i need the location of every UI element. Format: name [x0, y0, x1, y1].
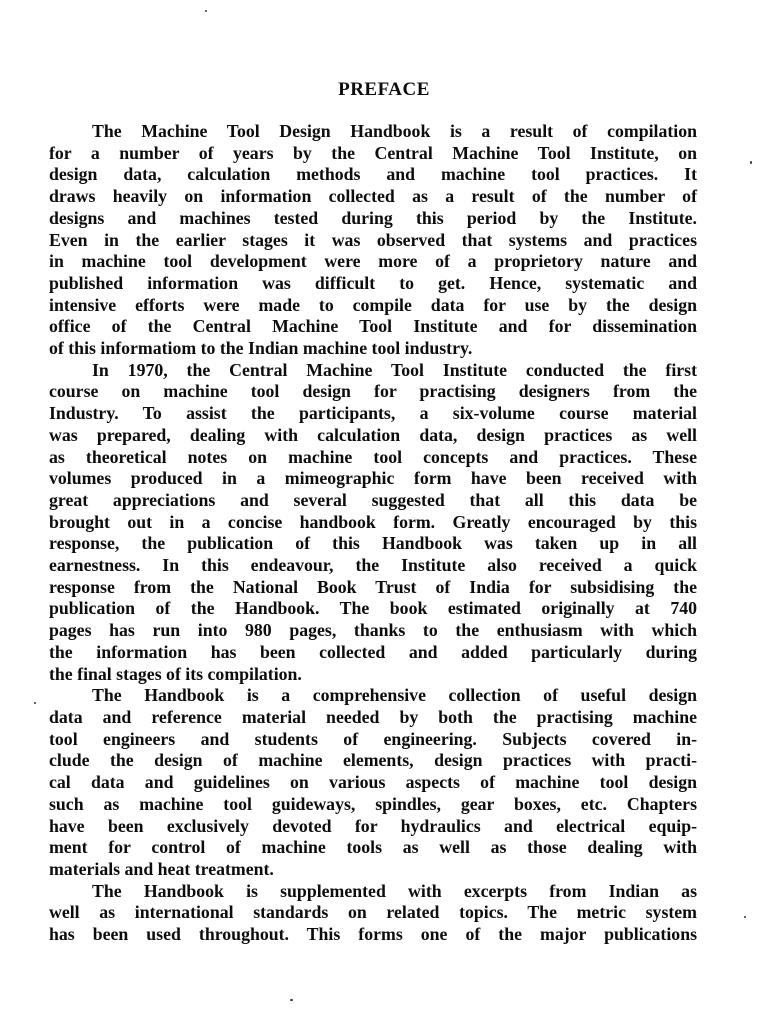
- text-line: office of the Central Machine Tool Institute and for dissemination: [49, 316, 697, 337]
- text-line: The Handbook is supplemented with excerpts from Indian as: [92, 880, 697, 901]
- text-line: clude the design of machine elements, design practices with practi-: [49, 750, 697, 771]
- text-line: was prepared, dealing with calculation data, design practices as well: [49, 424, 697, 445]
- preface-body: [49, 121, 697, 946]
- text-line: course on machine tool design for practising designers from the: [49, 381, 697, 402]
- text-line: cal data and guidelines on various aspects of machine tool design: [49, 772, 697, 793]
- text-line: the information has been collected and added particularly during: [49, 641, 697, 662]
- scan-speck: [744, 916, 746, 918]
- paragraph-1: [49, 121, 697, 360]
- text-line: of this informatiom to the Indian machine tool industry.: [49, 338, 473, 359]
- text-line: such as machine tool guideways, spindles, gear boxes, etc. Chapters: [49, 793, 697, 814]
- text-line: The Handbook is a comprehensive collection of useful design: [92, 685, 697, 706]
- text-line: in machine tool development were more of a proprietory nature and: [49, 251, 697, 272]
- paragraph-4: [49, 881, 697, 946]
- text-line: draws heavily on information collected as a result of the number of: [49, 186, 697, 207]
- text-line: great appreciations and several suggested that all this data be: [49, 489, 697, 510]
- scan-speck: [34, 702, 36, 704]
- paragraph-2: [49, 360, 697, 686]
- text-line: The Machine Tool Design Handbook is a result of compilation: [92, 121, 697, 141]
- text-line: data and reference material needed by both the practising machine: [49, 706, 697, 727]
- text-line: designs and machines tested during this period by the Institute.: [49, 207, 697, 228]
- text-line: the final stages of its compilation.: [49, 663, 302, 684]
- text-line: as theoretical notes on machine tool concepts and practices. These: [49, 446, 697, 467]
- text-line: have been exclusively devoted for hydraulics and electrical equip-: [49, 815, 697, 836]
- page-title: PREFACE: [338, 79, 430, 100]
- text-line: response, the publication of this Handbook was taken up in all: [49, 533, 697, 554]
- text-line: ment for control of machine tools as well as those dealing with: [49, 837, 697, 858]
- text-line: response from the National Book Trust of India for subsidising the: [49, 576, 697, 597]
- text-line: tool engineers and students of engineering. Subjects covered in-: [49, 728, 697, 749]
- text-line: for a number of years by the Central Machine Tool Institute, on: [49, 142, 697, 163]
- text-line: Industry. To assist the participants, a six-volume course material: [49, 403, 697, 424]
- text-line: pages has run into 980 pages, thanks to the enthusiasm with which: [49, 620, 697, 641]
- scan-speck: [750, 161, 752, 164]
- text-line: Even in the earlier stages it was observed that systems and practices: [49, 229, 697, 250]
- text-line: well as international standards on related topics. The metric system: [49, 902, 697, 923]
- scan-speck: [290, 999, 293, 1001]
- text-line: has been used throughout. This forms one of the major publications: [49, 924, 697, 945]
- text-line: In 1970, the Central Machine Tool Institute conducted the first: [92, 359, 697, 380]
- text-line: design data, calculation methods and machine tool practices. It: [49, 164, 697, 185]
- text-line: publication of the Handbook. The book estimated originally at 740: [49, 598, 697, 619]
- text-line: intensive efforts were made to compile data for use by the design: [49, 294, 697, 315]
- text-line: brought out in a concise handbook form. Greatly encouraged by this: [49, 511, 697, 532]
- paragraph-3: [49, 685, 697, 880]
- text-line: earnestness. In this endeavour, the Institute also received a quick: [49, 555, 697, 576]
- text-line: materials and heat treatment.: [49, 858, 274, 879]
- text-line: volumes produced in a mimeographic form have been received with: [49, 468, 697, 489]
- text-line: published information was difficult to get. Hence, systematic and: [49, 272, 697, 293]
- scan-speck: [205, 10, 207, 12]
